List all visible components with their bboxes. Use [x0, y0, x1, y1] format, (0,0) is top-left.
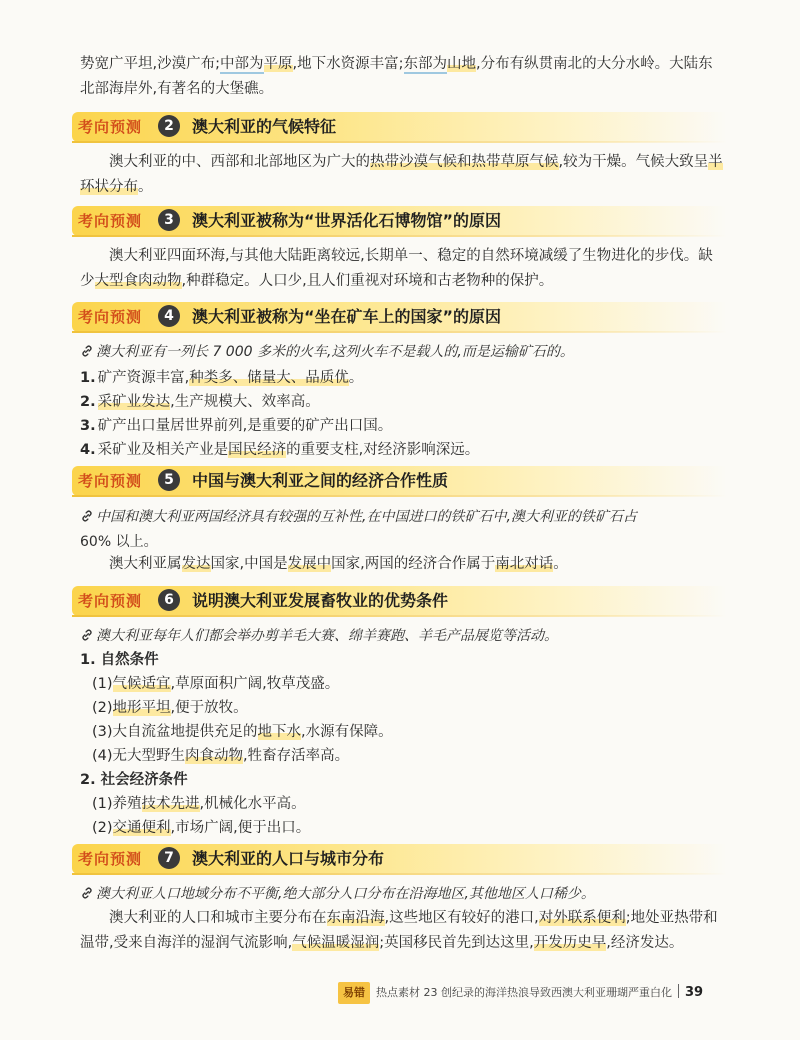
text: (2)	[92, 820, 113, 836]
section-tag: 考向预测	[78, 212, 143, 230]
highlight: 采矿业发达	[97, 394, 171, 410]
text: ,分布有纵贯南北的大分水岭。大陆东北部海岸外,有著名的大堡礁。	[80, 56, 713, 97]
section-header-4	[72, 302, 727, 332]
section-number: 7	[158, 847, 180, 869]
text: ;地处亚热带和温带,受来自海洋的湿润气流影响,	[80, 910, 718, 951]
text: ,便于放牧。	[170, 700, 248, 716]
section-header-3	[72, 206, 727, 236]
highlight: 技术先进	[141, 796, 200, 812]
text: 澳大利亚的人口和城市主要分布在	[109, 910, 327, 926]
highlight: 国民经济	[228, 442, 287, 458]
text: ,种群稳定。人口少,且人们重视对环境和古老物种的保护。	[181, 273, 554, 289]
text: (2)	[92, 700, 113, 716]
section-tag: 考向预测	[78, 850, 143, 868]
list-item	[80, 414, 725, 438]
text: ;英国移民首先到达这里,	[379, 935, 534, 951]
header-underline	[72, 873, 727, 875]
text: ,机械化水平高。	[199, 796, 306, 812]
highlight: 发展中	[287, 556, 332, 572]
section-5-note	[80, 505, 730, 555]
highlight: 气候温暖湿润	[292, 935, 380, 951]
section-4-note	[80, 340, 730, 365]
section-title: 澳大利亚的气候特征	[192, 117, 337, 136]
section-tag: 考向预测	[78, 308, 143, 326]
header-underline	[72, 615, 727, 617]
highlight: 开发历史早	[533, 935, 607, 951]
intro-paragraph	[80, 52, 725, 102]
highlight: 东部为	[403, 56, 447, 72]
note-text: 澳大利亚人口地域分布不平衡,绝大部分人口分布在沿海地区,其他地区人口稀少。	[96, 886, 595, 902]
highlight: 山地	[447, 56, 476, 72]
highlight: 平原	[263, 56, 293, 72]
list-item	[92, 696, 722, 720]
text: ,较为干燥。气候大致呈	[558, 154, 709, 170]
section-tag: 考向预测	[78, 118, 143, 136]
highlight: 大型食肉动物	[94, 273, 182, 289]
footer-tag: 易错	[338, 982, 370, 1004]
list-item	[80, 366, 725, 390]
section-6-note	[80, 624, 730, 649]
text: 澳大利亚属	[109, 556, 182, 572]
section-2-body	[80, 150, 725, 200]
section-number: 4	[158, 305, 180, 327]
highlight: 肉食动物	[185, 748, 244, 764]
section-title: 说明澳大利亚发展畜牧业的优势条件	[192, 591, 449, 610]
section-number: 6	[158, 589, 180, 611]
text: ,生产规模大、效率高。	[170, 394, 320, 410]
header-underline	[72, 331, 727, 333]
highlight: 交通便利	[112, 820, 171, 836]
list-item	[92, 672, 722, 696]
text: ,草原面积广阔,牧草茂盛。	[170, 676, 340, 692]
text: 澳大利亚的中、西部和北部地区为广大的	[109, 154, 370, 170]
text: 矿产资源丰富,	[97, 370, 190, 386]
highlight: 气候适宜	[112, 676, 171, 692]
list-item	[92, 816, 722, 840]
link-icon	[80, 344, 94, 358]
highlight: 中部为	[220, 56, 264, 72]
list-item	[92, 720, 722, 744]
section-5-body	[80, 552, 725, 577]
text: (1)	[92, 676, 113, 692]
link-icon	[80, 628, 94, 642]
text: 国家,两国的经济合作属于	[331, 556, 496, 572]
section-7-body	[80, 906, 725, 956]
text: 。	[348, 370, 364, 386]
text: (3)大自流盆地提供充足的	[92, 724, 258, 740]
text: ,水源有保障。	[301, 724, 393, 740]
list-number: 4.	[80, 442, 96, 458]
section-number: 5	[158, 469, 180, 491]
text: ,经济发达。	[606, 935, 684, 951]
section-title: 中国与澳大利亚之间的经济合作性质	[192, 471, 449, 490]
text: 采矿业及相关产业是	[97, 442, 229, 458]
subheading-natural: 1. 自然条件	[80, 652, 159, 668]
section-tag: 考向预测	[78, 592, 143, 610]
header-underline	[72, 235, 727, 237]
page-footer	[338, 982, 738, 1004]
header-underline	[72, 495, 727, 497]
footer-divider	[678, 984, 679, 998]
section-number: 3	[158, 209, 180, 231]
section-7-note	[80, 882, 730, 907]
section-header-5	[72, 466, 727, 496]
text: 势宽广平坦,沙漠广布;	[80, 56, 220, 72]
note-text: 澳大利亚每年人们都会举办剪羊毛大赛、绵羊赛跑、羊毛产品展览等活动。	[96, 628, 558, 644]
text: 的重要支柱,对经济影响深远。	[286, 442, 480, 458]
text: 国家,中国是	[210, 556, 288, 572]
text: 。	[553, 556, 568, 572]
text: ,市场广阔,便于出口。	[170, 820, 311, 836]
note-text: 中国和澳大利亚两国经济具有较强的互补性,在中国进口的铁矿石中,澳大利亚的铁矿石占	[96, 509, 637, 525]
list-item	[80, 438, 725, 462]
highlight: 南北对话	[495, 556, 554, 572]
footer-text: 热点素材 23 创纪录的海洋热浪导致西澳大利亚珊瑚严重白化	[376, 986, 672, 999]
link-icon	[80, 509, 94, 523]
highlight: 热带沙漠气候和热带草原气候	[370, 154, 559, 170]
text: (4)无大型野生	[92, 748, 186, 764]
list-number: 3.	[80, 418, 96, 434]
text: ,地下水资源丰富;	[292, 56, 404, 72]
list-number: 1.	[80, 370, 96, 386]
list-item	[92, 792, 722, 816]
text: 。	[138, 179, 153, 195]
section-number: 2	[158, 115, 180, 137]
highlight: 发达	[181, 556, 211, 572]
list-number: 2.	[80, 394, 96, 410]
section-title: 澳大利亚被称为“世界活化石博物馆”的原因	[192, 211, 502, 230]
list-item	[80, 390, 725, 414]
section-3-body	[80, 244, 725, 294]
section-title: 澳大利亚的人口与城市分布	[192, 849, 385, 868]
text: ,牲畜存活率高。	[243, 748, 350, 764]
highlight: 对外联系便利	[538, 910, 626, 926]
section-tag: 考向预测	[78, 472, 143, 490]
section-header-2	[72, 112, 727, 142]
section-header-7	[72, 844, 727, 874]
text: ,这些地区有较好的港口,	[384, 910, 539, 926]
highlight: 地形平坦	[112, 700, 171, 716]
list-item	[92, 744, 722, 768]
text: 矿产出口量居世界前列,是重要的矿产出口国。	[97, 418, 393, 434]
link-icon	[80, 886, 94, 900]
section-title: 澳大利亚被称为“坐在矿车上的国家”的原因	[192, 307, 502, 326]
highlight: 东南沿海	[326, 910, 385, 926]
highlight: 种类多、储量大、品质优	[189, 370, 349, 386]
page-number: 39	[685, 985, 704, 1000]
note-text: 60% 以上。	[80, 534, 158, 550]
highlight: 半环状分布	[80, 154, 723, 195]
subheading-social: 2. 社会经济条件	[80, 772, 188, 788]
text: 澳大利亚四面环海,与其他大陆距离较远,长期单一、稳定的自然环境减缓了生物进化的步伐。缺少	[80, 248, 713, 289]
section-header-6	[72, 586, 727, 616]
header-underline	[72, 141, 727, 143]
highlight: 地下水	[257, 724, 302, 740]
text: (1)养殖	[92, 796, 142, 812]
note-text: 澳大利亚有一列长 7 000 多米的火车,这列火车不是载人的,而是运输矿石的。	[96, 344, 574, 360]
